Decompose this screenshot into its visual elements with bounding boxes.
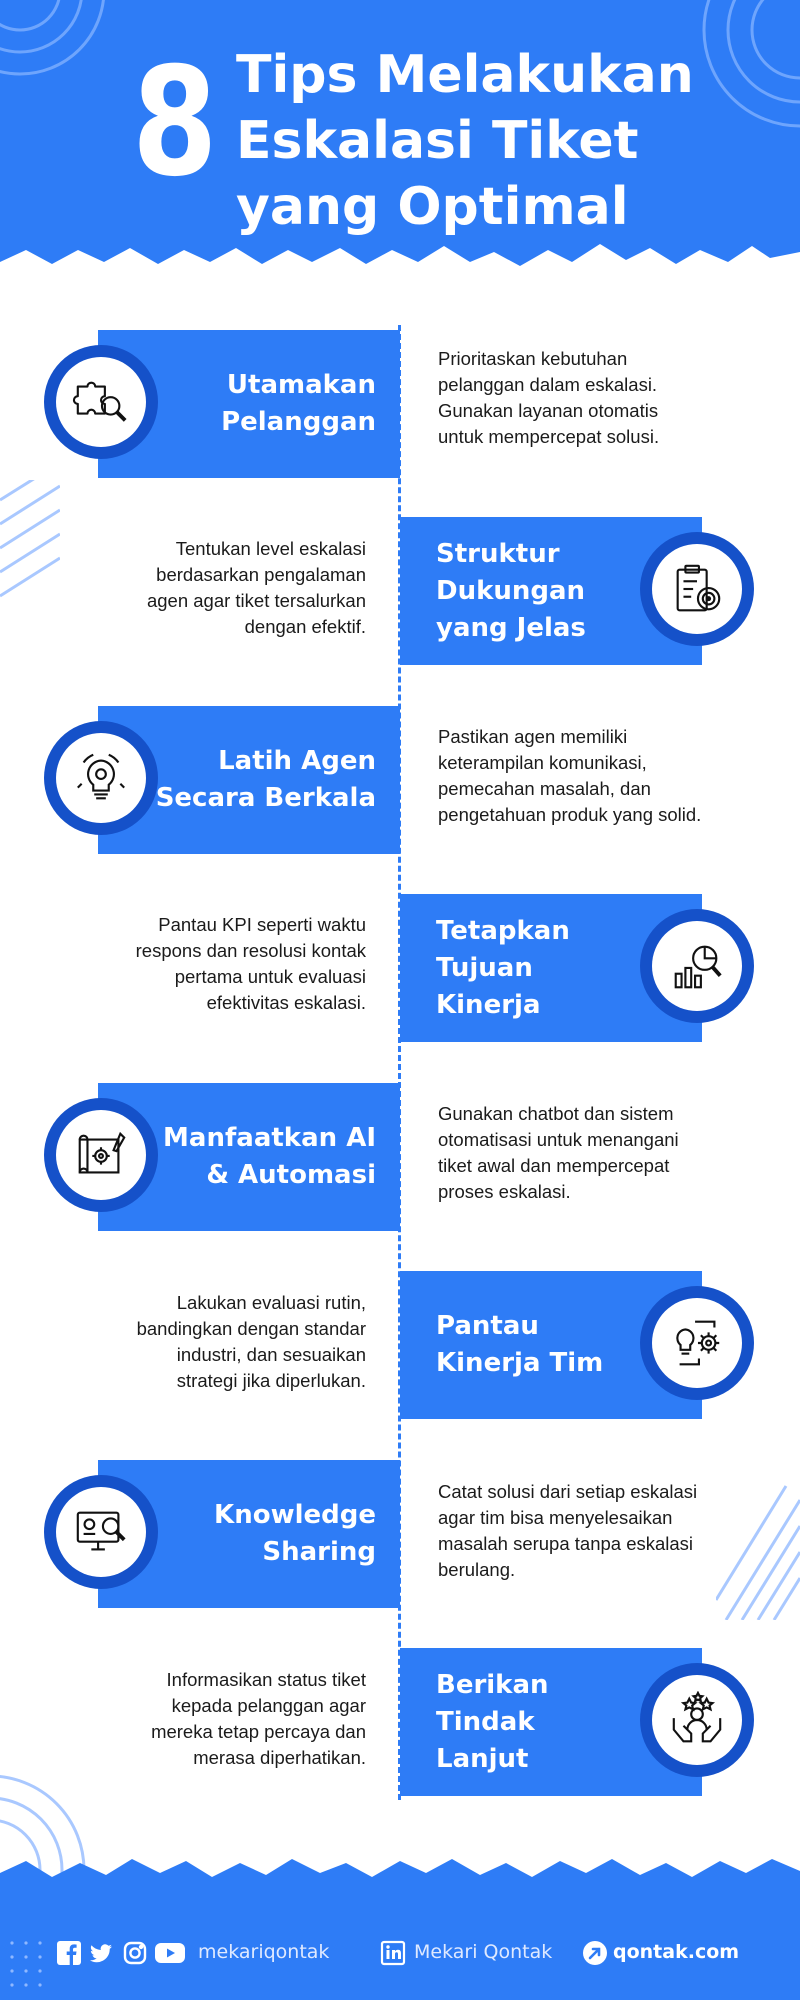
tip-6-description: Lakukan evaluasi rutin, bandingkan dengan standar industri, dan sesuaikan strategi jika diperlukan. [136, 1292, 366, 1391]
tip-7-description: Catat solusi dari setiap eskalasi agar tim bisa menyelesaikan masalah serupa tanpa eskalasi berulang. [438, 1481, 698, 1580]
puzzle-search-icon [72, 373, 130, 431]
instagram-icon[interactable] [122, 1940, 148, 1966]
tip-7-title: Knowledge Sharing [214, 1500, 376, 1567]
tips-count: 8 [132, 36, 218, 210]
tip-6-icon-badge [640, 1286, 754, 1400]
tip-8-title: Berikan Tindak Lanjut [436, 1669, 549, 1774]
facebook-icon[interactable] [56, 1940, 82, 1966]
tip-4-description: Pantau KPI seperti waktu respons dan resolusi kontak pertama untuk evaluasi efektivitas eskalasi. [135, 914, 366, 1013]
title-line-2: Eskalasi Tiket [236, 111, 639, 171]
tip-5-description: Gunakan chatbot dan sistem otomatisasi untuk menangani tiket awal dan mempercepat proses eskalasi. [438, 1103, 679, 1202]
chart-magnifier-icon [668, 937, 726, 995]
title-line-1: Tips Melakukan [236, 45, 694, 105]
idea-gear-icon [668, 1314, 726, 1372]
tip-3-description: Pastikan agen memiliki keterampilan komunikasi, pemecahan masalah, dan pengetahuan produk yang solid. [438, 726, 702, 825]
monitor-search-icon [72, 1503, 130, 1561]
footer-background [0, 1855, 800, 2000]
decorative-stripes-left [0, 480, 60, 620]
tip-1-description: Prioritaskan kebutuhan pelanggan dalam eskalasi. Gunakan layanan otomatis untuk mempercepat solusi. [438, 348, 660, 447]
qontak-logo-icon [582, 1940, 608, 1966]
page-title [236, 42, 756, 240]
tip-2-description: Tentukan level eskalasi berdasarkan pengalaman agen agar tiket tersalurkan dengan efektif. [146, 538, 366, 637]
twitter-icon[interactable] [88, 1940, 114, 1966]
tip-2-icon-badge [640, 532, 754, 646]
tip-1-title: Utamakan Pelanggan [221, 370, 376, 437]
tip-8-description: Informasikan status tiket kepada pelanggan agar mereka tetap percaya dan merasa diperhatikan. [151, 1669, 366, 1768]
website-link[interactable]: qontak.com [613, 1941, 740, 1963]
tip-3-title: Latih Agen Secara Berkala [155, 746, 376, 813]
blueprint-gear-icon [72, 1126, 130, 1184]
tip-3-icon-badge [44, 721, 158, 835]
tip-1-icon-badge [44, 345, 158, 459]
linkedin-name[interactable]: Mekari Qontak [414, 1941, 553, 1963]
linkedin-icon[interactable] [380, 1940, 406, 1966]
clipboard-target-icon [668, 560, 726, 618]
tip-6-title: Pantau Kinerja Tim [436, 1311, 604, 1378]
tip-7-icon-badge [44, 1475, 158, 1589]
hands-person-icon [668, 1691, 726, 1749]
tip-5-icon-badge [44, 1098, 158, 1212]
footer-social-row [0, 1938, 800, 1972]
tip-5-title: Manfaatkan AI & Automasi [163, 1123, 376, 1190]
tip-2-title: Struktur Dukungan yang Jelas [436, 538, 586, 643]
social-handle[interactable]: mekariqontak [198, 1941, 330, 1963]
tip-4-icon-badge [640, 909, 754, 1023]
lightbulb-gear-icon [72, 749, 130, 807]
tip-4-title: Tetapkan Tujuan Kinerja [436, 915, 570, 1020]
youtube-icon[interactable] [154, 1940, 186, 1966]
title-line-3: yang Optimal [236, 177, 629, 237]
tip-8-icon-badge [640, 1663, 754, 1777]
